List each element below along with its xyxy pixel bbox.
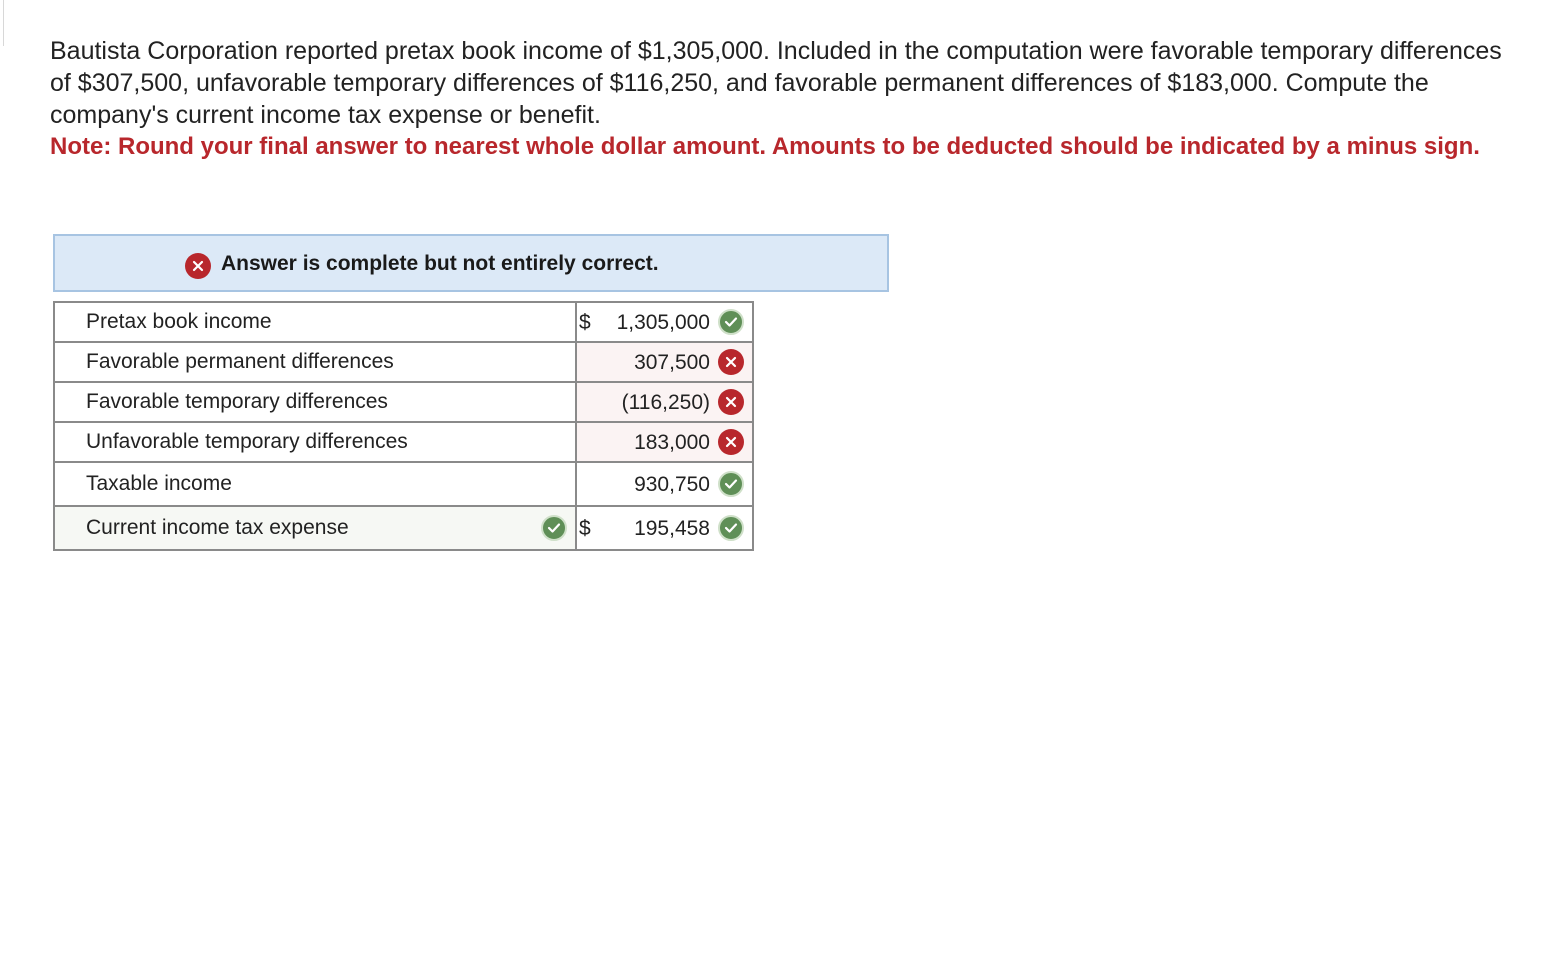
question-block xyxy=(50,35,1510,163)
table-row xyxy=(54,382,753,422)
table-row xyxy=(54,302,753,342)
table-row xyxy=(54,462,753,506)
row-label-cell xyxy=(54,506,576,550)
row-value[interactable]: 183,000 xyxy=(634,431,710,454)
row-value-cell[interactable] xyxy=(576,506,753,550)
x-circle-icon xyxy=(718,349,744,375)
row-label: Pretax book income xyxy=(54,302,576,342)
x-circle-icon xyxy=(718,389,744,415)
check-icon xyxy=(718,515,744,541)
row-value-cell[interactable] xyxy=(576,462,753,506)
row-label: Current income tax expense xyxy=(86,516,349,539)
currency-symbol: $ xyxy=(579,517,591,540)
x-circle-icon xyxy=(718,429,744,455)
row-label: Favorable temporary differences xyxy=(54,382,576,422)
row-value[interactable]: (116,250) xyxy=(621,391,710,414)
check-icon xyxy=(718,471,744,497)
page-corner-divider xyxy=(0,0,4,46)
x-circle-icon xyxy=(185,253,211,279)
row-label: Unfavorable temporary differences xyxy=(54,422,576,462)
row-value-cell[interactable] xyxy=(576,302,753,342)
row-value[interactable]: 195,458 xyxy=(634,517,710,540)
check-icon xyxy=(541,515,567,541)
table-row xyxy=(54,506,753,550)
feedback-message: Answer is complete but not entirely correct. xyxy=(221,252,659,275)
row-value-cell[interactable] xyxy=(576,342,753,382)
question-text: Bautista Corporation reported pretax book income of $1,305,000. Included in the computation were favorable temporary differences of $307,500, unfavorable temporary differences of $116,250, and favorable permanent differences of $183,000. Compute the company's current income tax expense or benefit. xyxy=(50,37,1502,129)
row-value[interactable]: 1,305,000 xyxy=(616,311,710,334)
table-row xyxy=(54,342,753,382)
table-row xyxy=(54,422,753,462)
row-label: Favorable permanent differences xyxy=(54,342,576,382)
answer-table xyxy=(53,301,754,551)
currency-symbol: $ xyxy=(579,311,591,334)
row-value-cell[interactable] xyxy=(576,422,753,462)
row-value[interactable]: 307,500 xyxy=(634,351,710,374)
question-note: Note: Round your final answer to nearest whole dollar amount. Amounts to be deducted should be indicated by a minus sign. xyxy=(50,133,1480,160)
row-value-cell[interactable] xyxy=(576,382,753,422)
row-label: Taxable income xyxy=(54,462,576,506)
row-value[interactable]: 930,750 xyxy=(634,473,710,496)
feedback-banner xyxy=(53,234,889,292)
check-icon xyxy=(718,309,744,335)
